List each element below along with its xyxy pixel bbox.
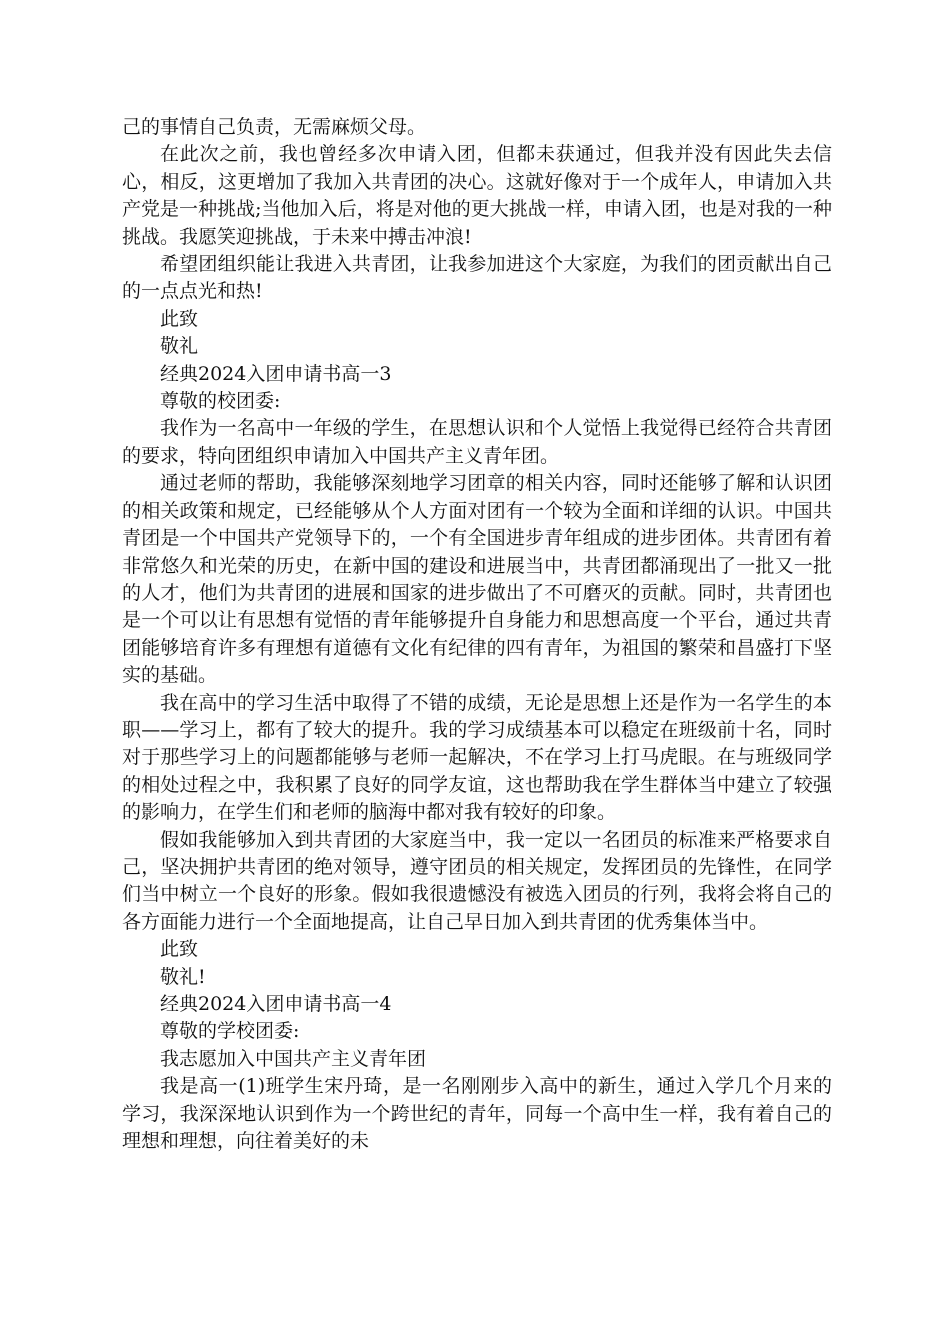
closing-line: 此致 [160, 307, 199, 330]
paragraph: 在此次之前，我也曾经多次申请入团，但都未获通过，但我并没有因此失去信心，相反，这更增加了我加入共青团的决心。这就好像对于一个成年人，申请加入共产党是一种挑战;当他加入后，将是对他的更大挑战一样，申请入团，也是对我的一种挑战。我愿笑迎挑战，于未来中搏击冲浪! [122, 143, 832, 248]
salutation: 尊敬的学校团委: [160, 1020, 300, 1043]
closing-salutation: 敬礼! [160, 965, 206, 988]
salutation: 尊敬的校团委: [160, 390, 281, 413]
closing-salutation: 敬礼 [160, 335, 199, 358]
paragraph: 我作为一名高中一年级的学生，在思想认识和个人觉悟上我觉得已经符合共青团的要求，特向团组织申请加入中国共产主义青年团。 [122, 417, 832, 467]
paragraph: 假如我能够加入到共青团的大家庭当中，我一定以一名团员的标准来严格要求自己，坚决拥护共青团的绝对领导，遵守团员的相关规定，发挥团员的先锋性，在同学们当中树立一个良好的形象。假如我很遗憾没有被选入团员的行列，我将会将自己的各方面能力进行一个全面地提高，让自己早日加入到共青团的优秀集体当中。 [122, 828, 832, 933]
document-body [122, 114, 832, 1155]
section-heading: 经典2024入团申请书高一3 [160, 362, 392, 385]
paragraph: 我志愿加入中国共产主义青年团 [160, 1047, 427, 1070]
paragraph: 我在高中的学习生活中取得了不错的成绩，无论是思想上还是作为一名学生的本职——学习上，都有了较大的提升。我的学习成绩基本可以稳定在班级前十名，同时对于那些学习上的问题都能够与老师一起解决，不在学习上打马虎眼。在与班级同学的相处过程之中，我积累了良好的同学友谊，这也帮助我在学生群体当中建立了较强的影响力，在学生们和老师的脑海中都对我有较好的印象。 [122, 691, 832, 824]
paragraph: 我是高一(1)班学生宋丹琦，是一名刚刚步入高中的新生，通过入学几个月来的学习，我深深地认识到作为一个跨世纪的青年，同每一个高中生一样，我有着自己的理想和理想，向往着美好的未 [122, 1075, 832, 1153]
paragraph: 己的事情自己负责，无需麻烦父母。 [122, 116, 427, 138]
closing-line: 此致 [160, 938, 199, 961]
paragraph: 通过老师的帮助，我能够深刻地学习团章的相关内容，同时还能够了解和认识团的相关政策和规定，已经能够从个人方面对团有一个较为全面和详细的认识。中国共青团是一个中国共产党领导下的，一个有全国进步青年组成的进步团体。共青团有着非常悠久和光荣的历史，在新中国的建设和进展当中，共青团都涌现出了一批又一批的人才，他们为共青团的进展和国家的进步做出了不可磨灭的贡献。同时，共青团也是一个可以让有思想有觉悟的青年能够提升自身能力和思想高度一个平台，通过共青团能够培育许多有理想有道德有文化有纪律的四有青年，为祖国的繁荣和昌盛打下坚实的基础。 [122, 472, 832, 687]
paragraph: 希望团组织能让我进入共青团，让我参加进这个大家庭，为我们的团贡献出自己的一点点光和热! [122, 253, 832, 303]
section-heading: 经典2024入团申请书高一4 [160, 993, 392, 1015]
